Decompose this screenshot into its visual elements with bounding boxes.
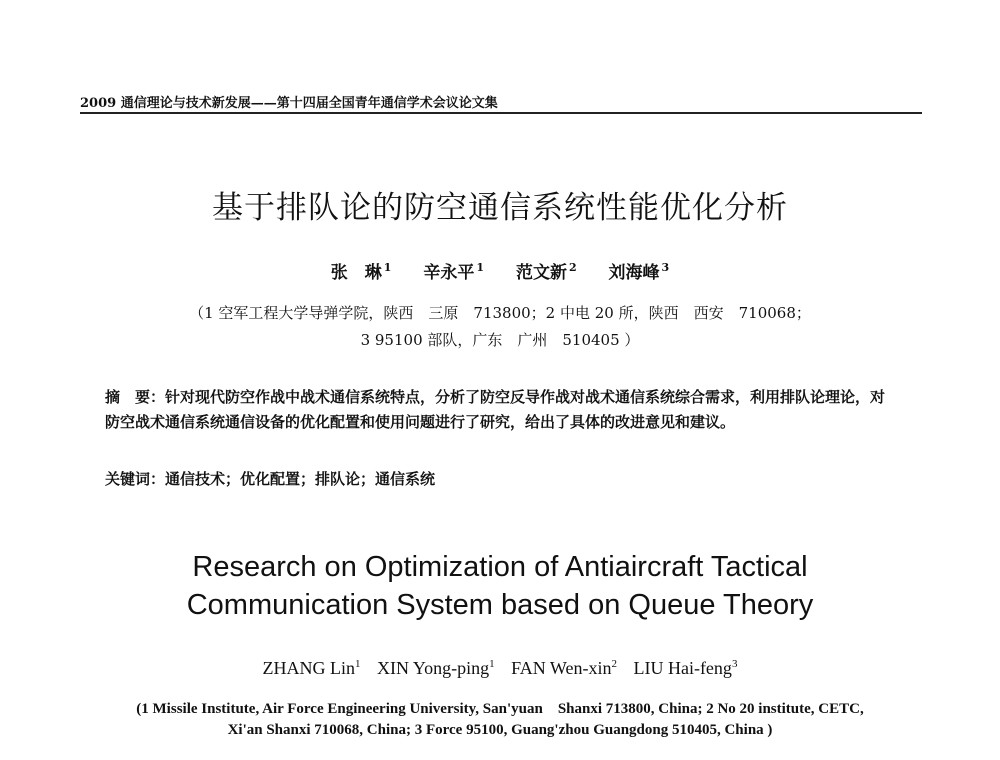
- chinese-authors: [0, 258, 1000, 283]
- chinese-abstract: [105, 385, 895, 435]
- english-affiliation-line2: Xi'an Shanxi 710068, China; 3 Force 95100, Guang'zhou Guangdong 510405, China ): [227, 722, 773, 738]
- cn-author-sup: 1: [383, 261, 392, 275]
- en-author-sup: 1: [489, 658, 495, 670]
- keywords-label: 关键词：: [105, 470, 166, 488]
- cn-author-sup: 1: [476, 261, 485, 275]
- en-author-name: LIU Hai-feng: [633, 658, 732, 678]
- english-title-line2: Communication System based on Queue Theory: [186, 589, 814, 621]
- cn-author-name: 刘海峰: [608, 263, 660, 283]
- running-header: 2009 通信理论与技术新发展——第十四届全国青年通信学术会议论文集: [80, 96, 498, 111]
- chinese-affiliation-line1: （1 空军工程大学导弹学院，陕西 三原 713800；2 中电 20 所，陕西 西安 710068；: [189, 304, 811, 322]
- en-author-name: XIN Yong-ping: [377, 658, 490, 678]
- cn-author: [423, 263, 484, 283]
- english-title-line1: Research on Optimization of Antiaircraft Tactical: [192, 551, 808, 583]
- keywords-text: 通信技术；优化配置；排队论；通信系统: [165, 470, 436, 488]
- en-author-name: FAN Wen-xin: [511, 658, 612, 678]
- cn-author: [516, 263, 577, 283]
- english-authors: [0, 658, 1000, 679]
- cn-author-name: 张 琳: [330, 263, 382, 283]
- cn-author: [609, 263, 670, 283]
- cn-author-name: 范文新: [515, 263, 567, 283]
- chinese-affiliation-line2: 3 95100 部队，广东 广州 510405 ）: [360, 331, 640, 349]
- en-author-sup: 1: [355, 658, 361, 670]
- cn-author: [331, 263, 392, 283]
- cn-author-sup: 3: [661, 261, 670, 275]
- en-author-name: ZHANG Lin: [262, 658, 356, 678]
- cn-author-sup: 2: [568, 261, 577, 275]
- abstract-label: 摘 要：: [105, 388, 166, 406]
- abstract-text: 针对现代防空作战中战术通信系统特点，分析了防空反导作战对战术通信系统综合需求，利用排队论理论，对防空战术通信系统通信设备的优化配置和使用问题进行了研究，给出了具体的改进意见和建议。: [105, 388, 886, 431]
- cn-author-name: 辛永平: [423, 263, 475, 283]
- chinese-title: 基于排队论的防空通信系统性能优化分析: [212, 190, 788, 226]
- en-author: [511, 658, 617, 678]
- en-author-sup: 3: [731, 658, 738, 670]
- en-author: [263, 658, 361, 678]
- en-author: [377, 658, 495, 678]
- en-author-sup: 2: [611, 658, 617, 670]
- chinese-keywords: [105, 468, 895, 489]
- en-author: [633, 658, 737, 678]
- english-affiliation-line1: (1 Missile Institute, Air Force Engineering University, San'yuan Shanxi 713800, China; 2 No 20 institute, CETC,: [136, 701, 864, 717]
- header-rule: [80, 112, 922, 114]
